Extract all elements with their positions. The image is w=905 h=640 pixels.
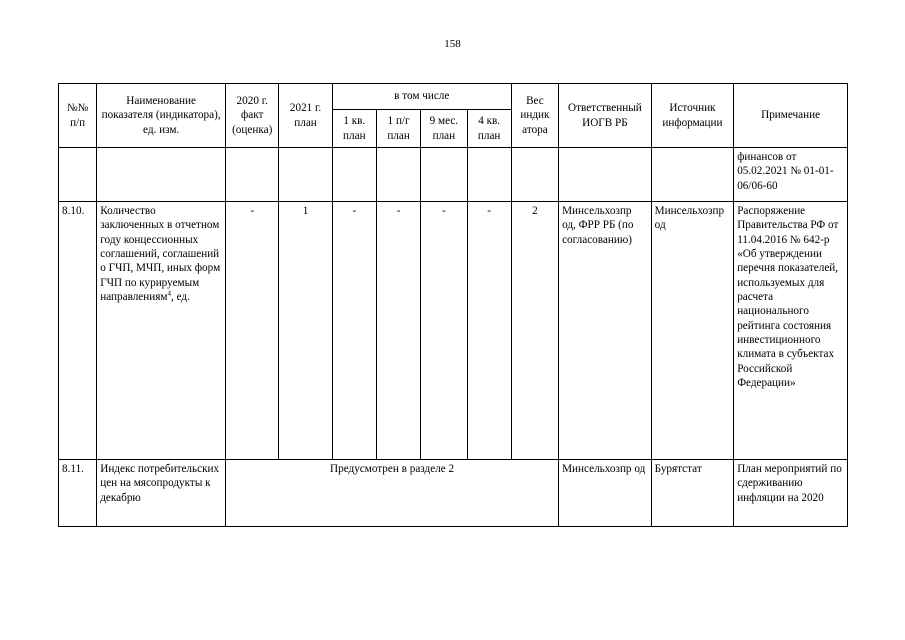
cell-name: Индекс потребительских цен на мясопродукты к декабрю	[97, 460, 226, 527]
cell-2021: 1	[279, 202, 332, 460]
cell-empty	[559, 148, 652, 202]
header-name: Наименование показателя (индикатора), ед. изм.	[97, 84, 226, 148]
table-row	[59, 202, 848, 460]
header-2021: 2021 г. план	[279, 84, 332, 148]
cell-note: План мероприятий по сдерживанию инфляции на 2020	[734, 460, 848, 527]
cell-name-suffix: , ед.	[170, 290, 190, 303]
cell-note: Распоряжение Правительства РФ от 11.04.2016 № 642-р «Об утверждении перечня показателей, используемых для расчета национального рейтинга состояния инвестиционного климата в субъектах Российской Федерации»	[734, 202, 848, 460]
header-2020: 2020 г. факт (оценка)	[226, 84, 279, 148]
cell-responsible: Минсельхозпр од	[559, 460, 652, 527]
cell-q1: -	[332, 202, 376, 460]
cell-empty	[421, 148, 467, 202]
cell-empty	[226, 148, 279, 202]
cell-num: 8.11.	[59, 460, 97, 527]
header-q1: 1 кв. план	[332, 110, 376, 148]
indicators-table	[58, 83, 848, 527]
cell-source: Минсельхозпр од	[651, 202, 734, 460]
cell-empty	[279, 148, 332, 202]
header-row-top	[59, 84, 848, 110]
page-number: 158	[444, 38, 461, 50]
cell-name-text: Количество заключенных в отчетном году концессионных соглашений, соглашений о ГЧП, МЧП, иных форм ГЧП по курируемым направлениям	[100, 205, 221, 303]
cell-empty	[511, 148, 558, 202]
table-row	[59, 460, 848, 527]
cell-num: 8.10.	[59, 202, 97, 460]
header-weight: Вес индик атора	[511, 84, 558, 148]
cell-empty	[651, 148, 734, 202]
header-source: Источник информации	[651, 84, 734, 148]
cell-empty	[332, 148, 376, 202]
cell-empty	[97, 148, 226, 202]
table-row-continuation	[59, 148, 848, 202]
cell-empty	[59, 148, 97, 202]
cell-name	[97, 202, 226, 460]
cell-2020: -	[226, 202, 279, 460]
header-num: №№ п/п	[59, 84, 97, 148]
header-h1: 1 п/г план	[376, 110, 420, 148]
header-q4: 4 кв. план	[467, 110, 511, 148]
cell-source: Бурятстат	[651, 460, 734, 527]
cell-note: финансов от 05.02.2021 № 01-01-06/06-60	[734, 148, 848, 202]
header-note: Примечание	[734, 84, 848, 148]
cell-9m: -	[421, 202, 467, 460]
header-9m: 9 мес. план	[421, 110, 467, 148]
header-including: в том числе	[332, 84, 511, 110]
cell-merged-note: Предусмотрен в разделе 2	[226, 460, 559, 527]
cell-responsible: Минсельхозпр од, ФРР РБ (по согласованию)	[559, 202, 652, 460]
cell-h1: -	[376, 202, 420, 460]
footnote-ref: 4	[167, 289, 171, 298]
cell-empty	[467, 148, 511, 202]
cell-empty	[376, 148, 420, 202]
cell-weight: 2	[511, 202, 558, 460]
cell-q4: -	[467, 202, 511, 460]
header-responsible: Ответственный ИОГВ РБ	[559, 84, 652, 148]
